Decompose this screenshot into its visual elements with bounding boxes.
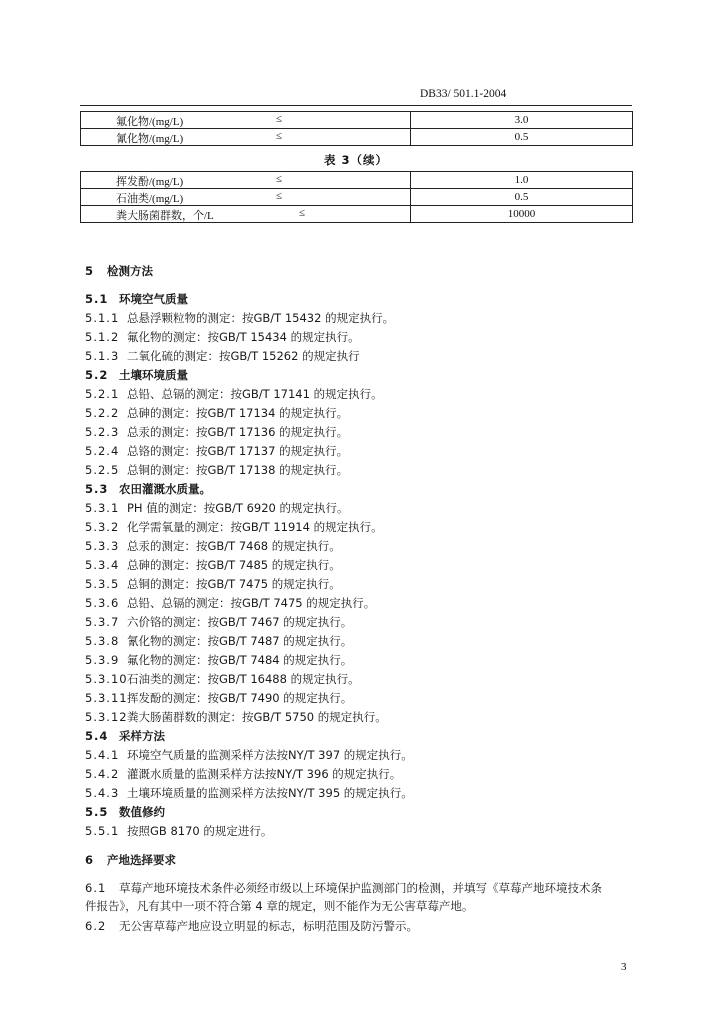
clause-text: PH 值的测定：按GB/T 6920 的规定执行。 — [127, 501, 349, 515]
section-heading — [85, 263, 153, 279]
item-name: 氟化物/(mg/L) — [116, 116, 184, 128]
clause-line — [85, 500, 349, 516]
standards-table-bottom — [80, 171, 633, 223]
clause-line — [85, 443, 348, 459]
table-cell-item — [81, 172, 411, 189]
clause-line — [85, 880, 602, 896]
limit-symbol: ≤ — [276, 190, 283, 202]
clause-text: 土壤环境质量的监测采样方法按NY/T 395 的规定执行。 — [127, 786, 413, 800]
clause-number: 5.2.1 — [85, 387, 120, 401]
clause-text: 数值修约 — [119, 805, 165, 819]
clause-number: 5.3.8 — [85, 634, 120, 648]
table-row — [81, 129, 633, 146]
clause-line — [85, 386, 383, 402]
clause-number: 5.3.10 — [85, 672, 128, 686]
clause-text: 采样方法 — [119, 729, 165, 743]
clause-text: 挥发酚的测定：按GB/T 7490 的规定执行。 — [127, 691, 353, 705]
clause-number: 5.3.11 — [85, 691, 128, 705]
clause-text: 土壤环境质量 — [119, 368, 188, 382]
clause-line — [85, 614, 352, 630]
clause-text: 六价铬的测定：按GB/T 7467 的规定执行。 — [127, 615, 353, 629]
clause-line — [85, 557, 341, 573]
clause-text: 总悬浮颗粒物的测定：按GB/T 15432 的规定执行。 — [127, 311, 395, 325]
table-cell-value: 0.5 — [411, 189, 633, 206]
clause-number: 5.3.3 — [85, 539, 120, 553]
limit-symbol: ≤ — [299, 207, 306, 219]
clause-number: 5.3.6 — [85, 596, 120, 610]
section-heading — [85, 728, 165, 744]
document-code: DB33/ 501.1-2004 — [420, 88, 507, 100]
clause-text: 灌溉水质量的监测采样方法按NY/T 396 的规定执行。 — [127, 767, 402, 781]
clause-number: 5.3 — [85, 482, 109, 496]
clause-text: 环境空气质量的监测采样方法按NY/T 397 的规定执行。 — [127, 748, 413, 762]
limit-symbol: ≤ — [276, 173, 283, 185]
clause-number: 5.3.12 — [85, 710, 128, 724]
clause-text: 环境空气质量 — [119, 292, 188, 306]
clause-number: 5.2 — [85, 368, 109, 382]
clause-number: 5.1 — [85, 292, 109, 306]
clause-text: 石油类的测定：按GB/T 16488 的规定执行。 — [127, 672, 360, 686]
clause-number: 5.3.4 — [85, 558, 120, 572]
limit-symbol: ≤ — [276, 113, 283, 125]
clause-text: 总铜的测定：按GB/T 17138 的规定执行。 — [127, 463, 349, 477]
clause-text: 检测方法 — [107, 264, 153, 278]
table-caption: 表 3（续） — [323, 153, 388, 167]
clause-line — [85, 898, 473, 914]
clause-number: 5.5 — [85, 805, 109, 819]
clause-number: 5.2.4 — [85, 444, 120, 458]
clause-text: 氰化物的测定：按GB/T 7487 的规定执行。 — [127, 634, 353, 648]
clause-number: 5.5.1 — [85, 824, 120, 838]
section-heading — [85, 367, 188, 383]
item-name: 石油类/(mg/L) — [116, 193, 184, 205]
clause-text: 农田灌溉水质量。 — [119, 482, 211, 496]
header-rule — [80, 105, 632, 106]
clause-line — [85, 918, 418, 934]
clause-number: 5.2.3 — [85, 425, 120, 439]
table-cell-value: 10000 — [411, 206, 633, 223]
clause-number: 5.4 — [85, 729, 109, 743]
table-cell-value: 1.0 — [411, 172, 633, 189]
item-name: 挥发酚/(mg/L) — [116, 176, 184, 188]
section-heading — [85, 291, 188, 307]
clause-text: 按照GB 8170 的规定进行。 — [127, 824, 273, 838]
clause-number: 5.4.1 — [85, 748, 120, 762]
clause-text: 总汞的测定：按GB/T 17136 的规定执行。 — [127, 425, 349, 439]
clause-text: 件报告》，凡有其中一项不符合第 4 章的规定，则不能作为无公害草莓产地。 — [85, 899, 474, 913]
section-heading — [85, 481, 211, 497]
table-row — [81, 172, 633, 189]
table-cell-item — [81, 189, 411, 206]
clause-text: 粪大肠菌群数的测定：按GB/T 5750 的规定执行。 — [127, 710, 387, 724]
clause-line — [85, 405, 348, 421]
table-row — [81, 206, 633, 223]
clause-text: 氟化物的测定：按GB/T 7484 的规定执行。 — [127, 653, 353, 667]
clause-text: 总汞的测定：按GB/T 7468 的规定执行。 — [127, 539, 341, 553]
clause-line — [85, 766, 401, 782]
clause-number: 5.1.2 — [85, 330, 120, 344]
clause-number: 5.2.2 — [85, 406, 120, 420]
clause-number: 6.2 — [85, 919, 107, 933]
clause-text: 总铜的测定：按GB/T 7475 的规定执行。 — [127, 577, 341, 591]
clause-number: 5.4.2 — [85, 767, 120, 781]
clause-line — [85, 690, 352, 706]
item-name: 粪大肠菌群数，个/L — [116, 210, 214, 222]
clause-line — [85, 329, 360, 345]
clause-text: 总铅、总镉的测定：按GB/T 17141 的规定执行。 — [127, 387, 383, 401]
clause-text: 产地选择要求 — [107, 853, 176, 867]
clause-number: 5.3.2 — [85, 520, 120, 534]
clause-text: 总砷的测定：按GB/T 7485 的规定执行。 — [127, 558, 341, 572]
clause-number: 5.3.7 — [85, 615, 120, 629]
clause-line — [85, 785, 413, 801]
clause-line — [85, 709, 387, 725]
clause-number: 5.3.9 — [85, 653, 120, 667]
clause-text: 氟化物的测定：按GB/T 15434 的规定执行。 — [127, 330, 360, 344]
clause-number: 6.1 — [85, 881, 107, 895]
clause-text: 二氧化硫的测定：按GB/T 15262 的规定执行 — [127, 349, 360, 363]
clause-line — [85, 671, 360, 687]
table-row — [81, 112, 633, 129]
clause-number: 5.1.3 — [85, 349, 120, 363]
clause-number: 5 — [85, 264, 95, 278]
clause-line — [85, 576, 341, 592]
clause-text: 总铬的测定：按GB/T 17137 的规定执行。 — [127, 444, 349, 458]
clause-number: 5.3.5 — [85, 577, 120, 591]
clause-number: 5.4.3 — [85, 786, 120, 800]
clause-line — [85, 633, 352, 649]
clause-line — [85, 310, 394, 326]
clause-line — [85, 538, 341, 554]
clause-line — [85, 462, 348, 478]
table-cell-item — [81, 129, 411, 146]
clause-text: 总砷的测定：按GB/T 17134 的规定执行。 — [127, 406, 349, 420]
table-cell-value: 0.5 — [411, 129, 633, 146]
clause-text: 草莓产地环境技术条件必须经市级以上环境保护监测部门的检测，并填写《草莓产地环境技术条 — [119, 881, 602, 895]
clause-line — [85, 747, 413, 763]
table-row — [81, 189, 633, 206]
clause-line — [85, 595, 375, 611]
limit-symbol: ≤ — [276, 130, 283, 142]
clause-line — [85, 519, 383, 535]
clause-line — [85, 823, 272, 839]
clause-line — [85, 348, 360, 364]
page-number: 3 — [621, 961, 627, 973]
clause-text: 总铅、总镉的测定：按GB/T 7475 的规定执行。 — [127, 596, 376, 610]
clause-text: 无公害草莓产地应设立明显的标志，标明范围及防污警示。 — [119, 919, 418, 933]
item-name: 氰化物/(mg/L) — [116, 133, 184, 145]
clause-line — [85, 424, 348, 440]
clause-text: 化学需氧量的测定：按GB/T 11914 的规定执行。 — [127, 520, 383, 534]
clause-number: 5.3.1 — [85, 501, 120, 515]
clause-number: 5.1.1 — [85, 311, 120, 325]
standards-table-top — [80, 111, 633, 146]
table-cell-item — [81, 206, 411, 223]
clause-number: 6 — [85, 853, 95, 867]
clause-line — [85, 652, 352, 668]
clause-number: 5.2.5 — [85, 463, 120, 477]
section-heading — [85, 804, 165, 820]
section-heading — [85, 852, 176, 868]
table-cell-item — [81, 112, 411, 129]
table-cell-value: 3.0 — [411, 112, 633, 129]
